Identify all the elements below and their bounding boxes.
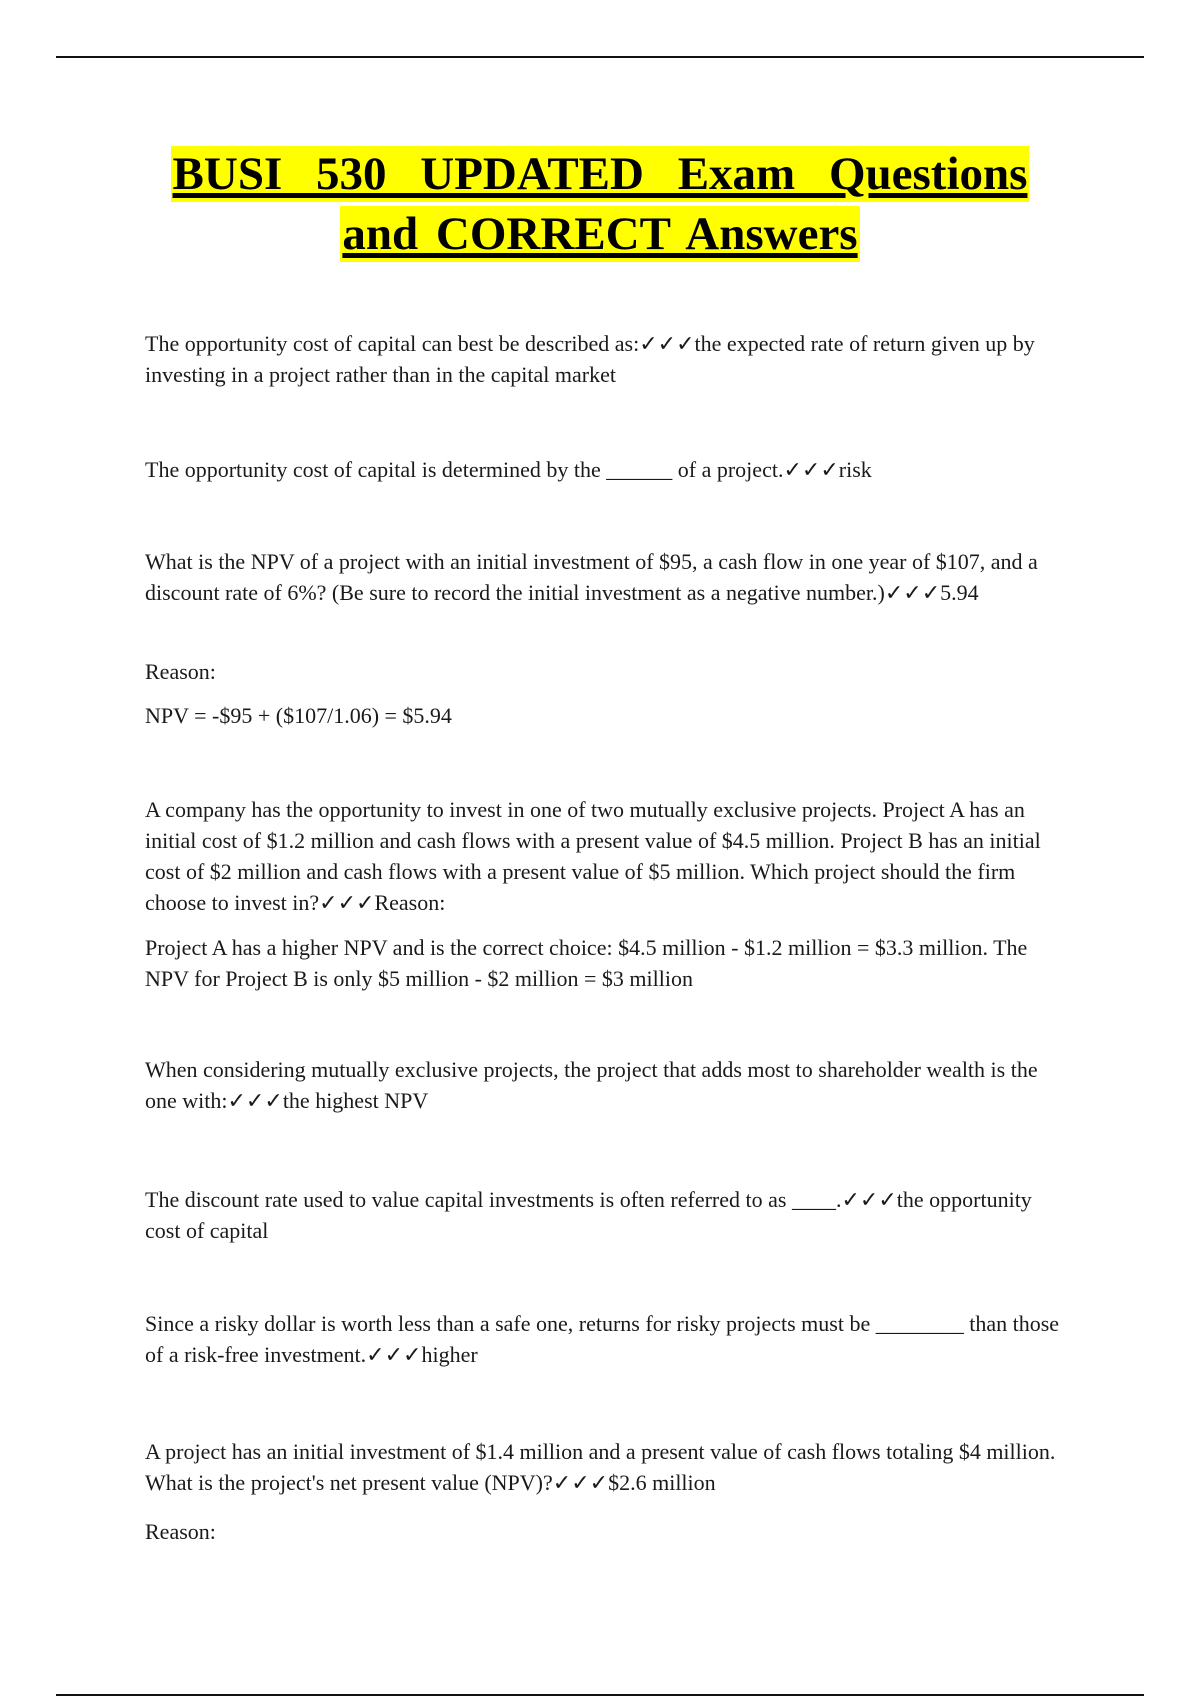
- qa-item-6: [145, 1184, 1065, 1246]
- checkmark-icon: ✓✓✓: [552, 1470, 609, 1495]
- question-text: The opportunity cost of capital is determined by the ______ of a project.: [145, 457, 784, 482]
- answer-text: the expected rate of return given up by investing in a project rather than in the capital market: [145, 331, 1035, 387]
- checkmark-icon: ✓✓✓: [884, 580, 941, 605]
- qa-item-1: [145, 328, 1065, 390]
- qa-item-4: [145, 794, 1065, 918]
- checkmark-icon: ✓✓✓: [841, 1187, 897, 1212]
- title-line-1: BUSI 530 UPDATED Exam Questions: [172, 148, 1028, 200]
- reason-label: Reason:: [145, 1519, 216, 1544]
- qa-item-5: [145, 1054, 1065, 1116]
- checkmark-icon: ✓✓✓: [319, 890, 375, 915]
- answer-text: 5.94: [940, 580, 979, 605]
- checkmark-icon: ✓✓✓: [639, 331, 695, 356]
- top-rule: [56, 56, 1144, 58]
- checkmark-icon: ✓✓✓: [366, 1342, 422, 1367]
- answer-text: the opportunity cost of capital: [145, 1187, 1032, 1243]
- answer-text: risk: [838, 457, 872, 482]
- question-text: The opportunity cost of capital can best be described as:: [145, 331, 640, 356]
- qa-item-8: [145, 1436, 1065, 1498]
- qa-item-7: [145, 1308, 1065, 1370]
- checkmark-icon: ✓✓✓: [227, 1088, 283, 1113]
- reason-text: Project A has a higher NPV and is the correct choice: $4.5 million - $1.2 million = $3.3 million. The NPV for Project B is only $5 million - $2 million = $3 million: [145, 935, 1028, 991]
- title-line-2: and CORRECT Answers: [342, 208, 858, 260]
- question-text: A project has an initial investment of $1.4 million and a present value of cash flows totaling $4 million. What is the project's net present value (NPV)?: [145, 1439, 1056, 1495]
- question-text: What is the NPV of a project with an initial investment of $95, a cash flow in one year of $107, and a discount rate of 6%? (Be sure to record the initial investment as a negative number.): [145, 549, 1038, 605]
- question-text: The discount rate used to value capital investments is often referred to as ____.: [145, 1187, 842, 1212]
- question-text: Since a risky dollar is worth less than a safe one, returns for risky projects must be ________ than those of a risk-free investment.: [145, 1311, 1060, 1367]
- question-text: A company has the opportunity to invest in one of two mutually exclusive projects. Project A has an initial cost of $1.2 million and cash flows with a present value of $4.5 million. Project B has an initial cost of $2 million and cash flows with a present value of $5 million. Which project should the firm choose to invest in?: [145, 797, 1041, 915]
- answer-text: Reason:: [374, 890, 446, 915]
- document-title: [0, 146, 1200, 262]
- answer-text: $2.6 million: [608, 1470, 716, 1495]
- bottom-rule: [56, 1694, 1144, 1696]
- answer-text: the highest NPV: [282, 1088, 429, 1113]
- reason-label: Reason:: [145, 659, 216, 684]
- checkmark-icon: ✓✓✓: [783, 457, 839, 482]
- reason-text: NPV = -$95 + ($107/1.06) = $5.94: [145, 703, 452, 728]
- qa-item-3: [145, 546, 1065, 608]
- answer-text: higher: [421, 1342, 478, 1367]
- question-text: When considering mutually exclusive projects, the project that adds most to shareholder wealth is the one with:: [145, 1057, 1038, 1113]
- qa-item-2: [145, 454, 1065, 485]
